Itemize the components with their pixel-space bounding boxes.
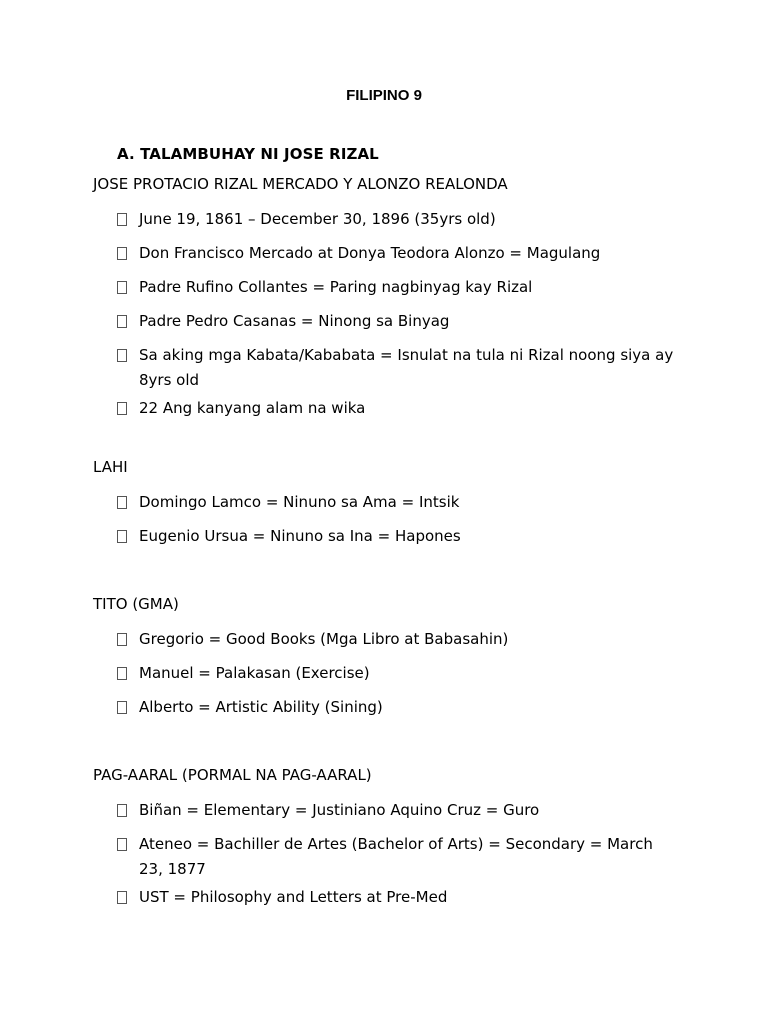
list-item-text: Ateneo = Bachiller de Artes (Bachelor of Arts) = Secondary = March 23, 1877 [139, 835, 653, 878]
list-item-text: Eugenio Ursua = Ninuno sa Ina = Hapones [139, 527, 461, 545]
list-item [117, 700, 677, 720]
section-label-tito: TITO (GMA) [93, 595, 179, 613]
list-item-text: Domingo Lamco = Ninuno sa Ama = Intsik [139, 493, 460, 511]
list-item [117, 348, 677, 393]
bullet-icon [117, 804, 127, 817]
bullet-icon [117, 315, 127, 328]
list-item-text: Biñan = Elementary = Justiniano Aquino Cruz = Guro [139, 801, 540, 819]
section-label-lahi: LAHI [93, 458, 128, 476]
bullet-icon [117, 633, 127, 646]
section-label-pagaaral: PAG-AARAL (PORMAL NA PAG-AARAL) [93, 766, 372, 784]
list-item [117, 632, 677, 652]
bullet-icon [117, 530, 127, 543]
bullet-icon [117, 349, 127, 362]
list-item [117, 495, 677, 515]
bullet-icon [117, 838, 127, 851]
document-title: FILIPINO 9 [346, 87, 422, 104]
list-item [117, 890, 677, 910]
bullet-icon [117, 247, 127, 260]
list-item [117, 401, 677, 421]
list-item-text: 22 Ang kanyang alam na wika [139, 399, 366, 417]
bullet-icon [117, 891, 127, 904]
bullet-icon [117, 281, 127, 294]
list-item-text: Padre Rufino Collantes = Paring nagbinyag kay Rizal [139, 278, 533, 296]
list-item [117, 666, 677, 686]
list-item [117, 529, 677, 549]
bullet-icon [117, 701, 127, 714]
section-heading: A. TALAMBUHAY NI JOSE RIZAL [117, 145, 379, 163]
list-item [117, 314, 677, 334]
list-item-text: UST = Philosophy and Letters at Pre-Med [139, 888, 448, 906]
bullet-icon [117, 402, 127, 415]
list-item-text: Alberto = Artistic Ability (Sining) [139, 698, 383, 716]
full-name-line: JOSE PROTACIO RIZAL MERCADO Y ALONZO REALONDA [93, 175, 508, 193]
list-item [117, 212, 677, 232]
list-item [117, 837, 677, 882]
list-item-text: Don Francisco Mercado at Donya Teodora Alonzo = Magulang [139, 244, 601, 262]
list-item-text: Manuel = Palakasan (Exercise) [139, 664, 370, 682]
bullet-icon [117, 213, 127, 226]
bullet-icon [117, 667, 127, 680]
list-item-text: Padre Pedro Casanas = Ninong sa Binyag [139, 312, 450, 330]
list-item-text: June 19, 1861 – December 30, 1896 (35yrs old) [139, 210, 496, 228]
list-item [117, 246, 677, 266]
list-item [117, 280, 677, 300]
list-item-text: Gregorio = Good Books (Mga Libro at Babasahin) [139, 630, 509, 648]
list-item [117, 803, 677, 823]
list-item-text: Sa aking mga Kabata/Kababata = Isnulat na tula ni Rizal noong siya ay 8yrs old [139, 346, 674, 389]
bullet-icon [117, 496, 127, 509]
